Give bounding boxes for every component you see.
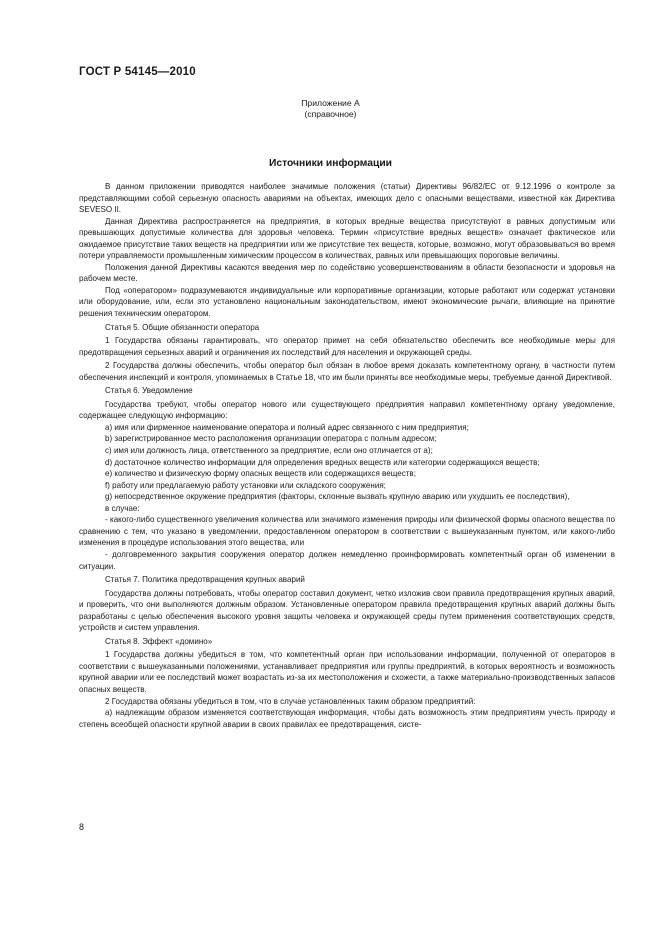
section-title: Источники информации	[268, 158, 392, 169]
paragraph: Положения данной Директивы касаются введения мер по содействию усовершенствованиям в области безопасности и здоровья на рабочем месте.	[79, 262, 615, 284]
annex-title: Приложение А	[301, 98, 360, 108]
article-heading: Статья 7. Политика предотвращения крупных аварий	[105, 575, 305, 585]
list-item: f) работу или предлагаемую работу установки или складского сооружения;	[105, 480, 386, 490]
list-item: b) зарегистрированное место расположения организации оператора с полным адресом;	[105, 434, 437, 444]
paragraph: В данном приложении приводятся наиболее значимые положения (статьи) Директивы 96/82/ЕС от 9.12.1996 о контроле за представляющими собой серьезную опасность авариями на объектах, имеющих дело с опасными веществами, известной как Директива SEVESO II.	[79, 182, 615, 215]
paragraph: 2 Государства должны обеспечить, чтобы оператор был обязан в любое время доказать компетентному органу, в частности путем обеспечения инспекций и контроля, упоминаемых в Статье 18, что им были приняты все необходимые меры, требуемые данной Директивой.	[79, 361, 615, 382]
annex-type: (справочное)	[304, 109, 357, 119]
paragraph: 1 Государства должны убедиться в том, что компетентный орган при использовании информации, полученной от операторов в соответствии с вышеуказанными положениями, устанавливает предприятия или группы предприятий, в которых вероятность и возможность крупной аварии или ее последствий может возрастать из-за их местоположения и схожести, а также материально-производственных запасов опасных веществ.	[79, 650, 615, 694]
paragraph: 1 Государства обязаны гарантировать, что оператор примет на себя обязательство обеспечить все необходимые меры для предотвращения серьезных аварий и ограничения их последствий для населения и окружающей среды.	[79, 336, 615, 357]
list-item: g) непосредственное окружение предприятия (факторы, склонные вызвать крупную аварию или ухудшить ее последствия),	[105, 492, 570, 502]
list-item: d) достаточное количество информации для определения вредных веществ или категории содержащихся веществ;	[105, 457, 540, 467]
list-item: e) количество и физическую форму опасных веществ или содержащихся веществ;	[105, 469, 416, 479]
list-item: а) надлежащим образом изменяется соответствующая информация, чтобы дать возможность этим предприятиям учесть природу и степень всеобщей опасности крупной аварии в своих правилах ее предотвращения, систе-	[79, 708, 615, 729]
paragraph: Данная Директива распространяется на предприятия, в которых вредные вещества присутствуют в равных допустимым или превышающих допустимые количества для здоровья человека. Термин «присутствие вредных веществ» означает фактическое или ожидаемое присутствие таких веществ на предприятии или же присутствие тех веществ, которые, возможно, могут образовываться во время потери управляемости промышленным химическим процессом в количествах, равных или превышающих пороговые величины.	[79, 216, 615, 261]
list-item: - какого-либо существенного увеличения количества или значимого изменения природы или физической формы опасного вещества по сравнению с тем, что указано в уведомлении, предоставленном оператором в соответствии с вышеуказанным пунктом, или какого-либо изменения в процедуре использования этого вещества, или	[79, 515, 615, 548]
body-text	[79, 181, 615, 730]
standard-code: ГОСТ Р 54145—2010	[79, 66, 196, 78]
page-number: 8	[79, 822, 85, 832]
paragraph: Государства должны потребовать, чтобы оператор составил документ, четко изложив свои правила предотвращения крупных аварий, и проверить, что они выполняются должным образом. Установленные оператором правила предотвращения крупных аварий должны быть разработаны с целью обеспечения высокого уровня защиты человека и окружающей среды путем применения соответствующих средств, устройств и систем управления.	[79, 588, 615, 633]
paragraph: Под «оператором» подразумеваются индивидуальные или корпоративные организации, которые работают или содержат установки или оборудование, или, если это установлено национальным законодательством, имеют экономические рычаги, влияющие на принятие решения техническим оператором.	[79, 285, 615, 319]
paragraph: в случае:	[105, 503, 140, 513]
list-item: c) имя или должность лица, ответственного за предприятие, если оно отличается от a);	[105, 446, 433, 456]
article-heading: Статья 6. Уведомление	[105, 386, 193, 396]
list-item: - долговременного закрытия сооружения оператор должен немедленно проинформировать компетентный орган об изменении в ситуации.	[79, 549, 615, 571]
list-item: a) имя или фирменное наименование оператора и полный адрес связанного с ним предприятия;	[105, 422, 469, 432]
article-heading: Статья 5. Общие обязанности оператора	[105, 322, 260, 332]
article-heading: Статья 8. Эффект «домино»	[105, 636, 213, 646]
paragraph: 2 Государства обязаны убедиться в том, что в случае установленных таким образом предприятий:	[105, 696, 476, 706]
paragraph: Государства требуют, чтобы оператор нового или существующего предприятия направил компетентному органу уведомление, содержащее следующую информацию:	[79, 399, 615, 421]
